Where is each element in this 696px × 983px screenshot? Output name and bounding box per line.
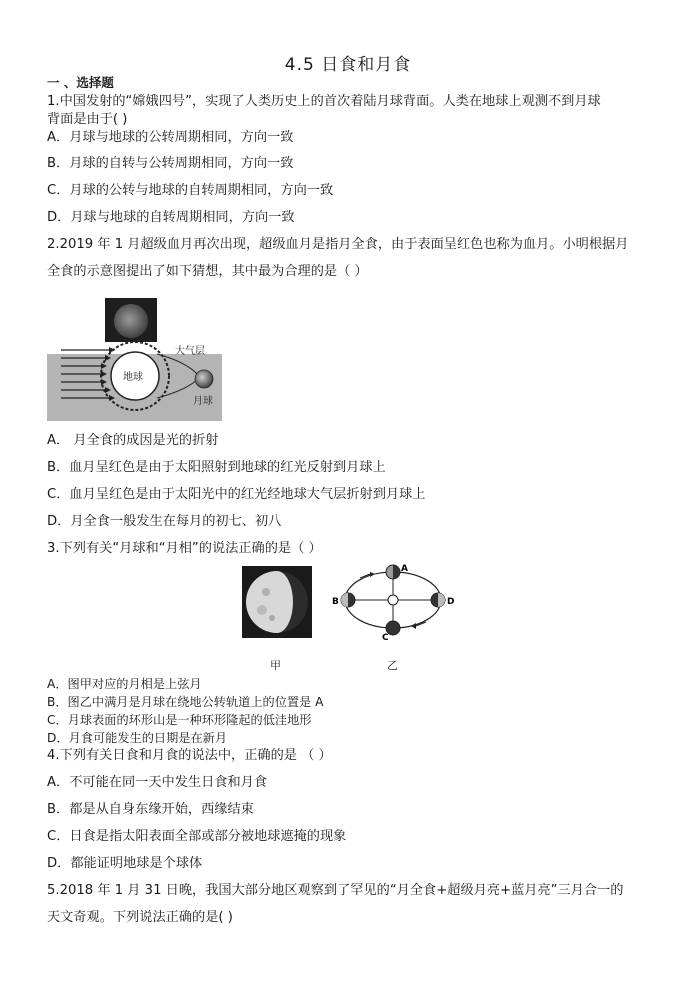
q4-option-b: B．都是从自身东缘开始，西缘结束 <box>47 802 254 817</box>
q1-option-a: A．月球与地球的公转周期相同，方向一致 <box>47 130 294 145</box>
q3-option-a: A．图甲对应的月相是上弦月 <box>47 677 202 691</box>
position-d-label: D <box>447 597 455 607</box>
q4-option-a: A．不可能在同一天中发生日食和月食 <box>47 775 268 790</box>
lunar-eclipse-figure <box>47 296 222 421</box>
q2-option-d: D．月全食一般发生在每月的初七、初八 <box>47 514 282 529</box>
q5-stem-line2: 天文奇观。下列说法正确的是( ) <box>47 910 233 925</box>
q2-stem-line1: 2.2019 年 1 月超级血月再次出现，超级血月是指月全食，由于表面呈红色也称为血月。小明根据月 <box>47 237 629 252</box>
figure-jia-label: 甲 <box>270 659 281 672</box>
atmosphere-label: 大气层 <box>175 346 205 357</box>
q4-option-d: D．都能证明地球是个球体 <box>47 856 203 871</box>
q3-stem: 3.下列有关“月球和“月相”的说法正确的是（ ） <box>47 541 322 556</box>
q3-option-b: B．图乙中满月是月球在绕地公转轨道上的位置是 A <box>47 695 324 709</box>
q1-option-c: C．月球的公转与地球的自转周期相同，方向一致 <box>47 183 334 198</box>
q1-stem-line2: 背面是由于( ) <box>47 112 128 127</box>
position-c-label: C <box>382 633 389 643</box>
moon-label: 月球 <box>193 396 213 407</box>
page-title: 4.5 日食和月食 <box>284 55 412 75</box>
moon-phase-photo <box>242 566 312 638</box>
q1-stem-line1: 1.中国发射的“嫦娥四号”，实现了人类历史上的首次着陆月球背面。人类在地球上观测不到月球 <box>47 94 601 109</box>
earth-label: 地球 <box>123 372 143 383</box>
q2-option-b: B．血月呈红色是由于太阳照射到地球的红光反射到月球上 <box>47 460 386 475</box>
q5-stem-line1: 5.2018 年 1 月 31 日晚，我国大部分地区观察到了罕见的“月全食+超级月亮+蓝月亮”三月合一的 <box>47 883 624 898</box>
moon-orbit-diagram <box>330 560 460 644</box>
q4-stem: 4.下列有关日食和月食的说法中，正确的是 （ ） <box>47 748 332 763</box>
q2-stem-line2: 全食的示意图提出了如下猜想，其中最为合理的是（ ） <box>47 264 368 279</box>
q1-option-b: B．月球的自转与公转周期相同，方向一致 <box>47 156 294 171</box>
q2-option-a: A． 月全食的成因是光的折射 <box>47 433 219 448</box>
q1-option-d: D．月球与地球的自转周期相同，方向一致 <box>47 210 295 225</box>
section-heading: 一 、选择题 <box>47 75 114 90</box>
figure-yi-label: 乙 <box>387 659 398 672</box>
q3-option-c: C．月球表面的环形山是一种环形隆起的低洼地形 <box>47 713 312 727</box>
q2-option-c: C．血月呈红色是由于太阳光中的红光经地球大气层折射到月球上 <box>47 487 426 502</box>
position-a-label: A <box>401 564 408 574</box>
position-b-label: B <box>332 597 339 607</box>
q4-option-c: C．日食是指太阳表面全部或部分被地球遮掩的现象 <box>47 829 347 844</box>
q3-option-d: D．月食可能发生的日期是在新月 <box>47 731 228 745</box>
